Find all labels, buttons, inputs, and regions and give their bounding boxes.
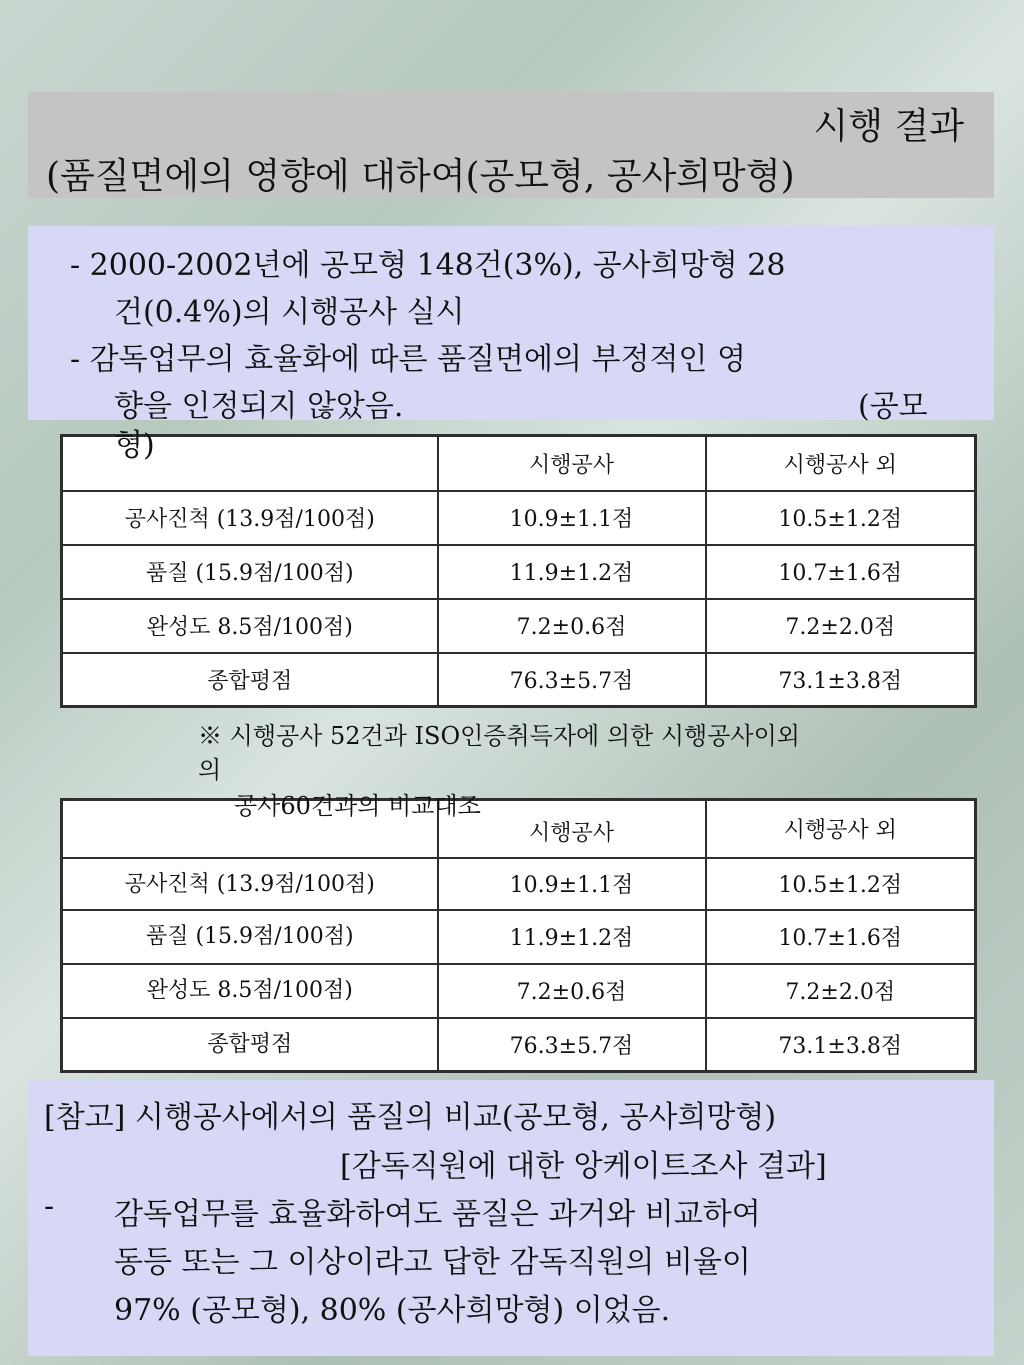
table-cell: 76.3±5.7점	[438, 653, 706, 707]
table-row	[62, 858, 976, 910]
table-cell: 품질 (15.9점/100점)	[62, 545, 438, 599]
table-cell: 10.7±1.6점	[706, 545, 976, 599]
summary-line-3: - 감독업무의 효율화에 따른 품질면에의 부정적인 영	[70, 342, 746, 377]
table-row	[62, 964, 976, 1018]
table-row	[62, 910, 976, 964]
table-cell: 76.3±5.7점	[438, 1018, 706, 1072]
reference-bullet: -	[44, 1189, 55, 1224]
table-cell: 73.1±3.8점	[706, 1018, 976, 1072]
reference-line-3: 97% (공모형), 80% (공사희망형) 이었음.	[114, 1293, 671, 1328]
table-row	[62, 545, 976, 599]
results-table-2	[60, 798, 977, 1073]
summary-line-2: 건(0.4%)의 시행공사 실시	[114, 295, 465, 330]
reference-line-2: 동등 또는 그 이상이라고 답한 감독직원의 비율이	[114, 1245, 751, 1280]
table-header-cell: 시행공사	[438, 436, 706, 491]
table-cell: 10.9±1.1점	[438, 858, 706, 910]
table-cell: 10.5±1.2점	[706, 858, 976, 910]
page-subtitle: (품질면에의 영향에 대하여(공모형, 공사희망형)	[46, 156, 795, 197]
reference-line-1: 감독업무를 효율화하여도 품질은 과거와 비교하여	[114, 1197, 761, 1232]
table-cell: 공사진척 (13.9점/100점)	[62, 858, 438, 910]
results-table-1	[60, 434, 977, 708]
table-row	[62, 1018, 976, 1072]
note-line-1: ※ 시행공사 52건과 ISO인증취득자에 의한 시행공사이외	[198, 722, 800, 750]
reference-title: [참고] 시행공사에서의 품질의 비교(공모형, 공사희망형)	[44, 1100, 777, 1135]
reference-subtitle: [감독직원에 대한 앙케이트조사 결과]	[340, 1149, 827, 1184]
table-row	[62, 491, 976, 545]
table-cell: 완성도 8.5점/100점)	[62, 964, 438, 1018]
table-header-cell: 시행공사 외	[706, 800, 976, 858]
table-cell: 11.9±1.2점	[438, 545, 706, 599]
summary-line-5: (공모	[858, 389, 928, 424]
table-cell: 7.2±2.0점	[706, 599, 976, 653]
table-cell: 10.5±1.2점	[706, 491, 976, 545]
table-cell: 10.9±1.1점	[438, 491, 706, 545]
note-line-3: 공사60건과의 비교대조	[234, 792, 481, 820]
table-cell: 공사진척 (13.9점/100점)	[62, 491, 438, 545]
table-cell: 7.2±2.0점	[706, 964, 976, 1018]
title-box	[28, 92, 994, 198]
summary-line-6: 형)	[114, 428, 155, 463]
table-cell: 73.1±3.8점	[706, 653, 976, 707]
table-header-row	[62, 800, 976, 858]
table-cell: 10.7±1.6점	[706, 910, 976, 964]
table-row	[62, 653, 976, 707]
table-cell: 품질 (15.9점/100점)	[62, 910, 438, 964]
table-cell: 7.2±0.6점	[438, 599, 706, 653]
summary-line-4: 향을 인정되지 않았음.	[114, 389, 404, 424]
table-header-cell: 시행공사 외	[706, 436, 976, 491]
table-row	[62, 599, 976, 653]
table-cell: 11.9±1.2점	[438, 910, 706, 964]
table-cell: 종합평점	[62, 653, 438, 707]
note-line-2: 의	[198, 756, 222, 784]
summary-line-1: - 2000-2002년에 공모형 148건(3%), 공사희망형 28	[70, 248, 786, 283]
table-header-row	[62, 436, 976, 491]
table-cell: 7.2±0.6점	[438, 964, 706, 1018]
table-header-cell: 시행공사	[438, 800, 706, 858]
table-cell: 완성도 8.5점/100점)	[62, 599, 438, 653]
page-title: 시행 결과	[813, 106, 964, 147]
table-cell: 종합평점	[62, 1018, 438, 1072]
